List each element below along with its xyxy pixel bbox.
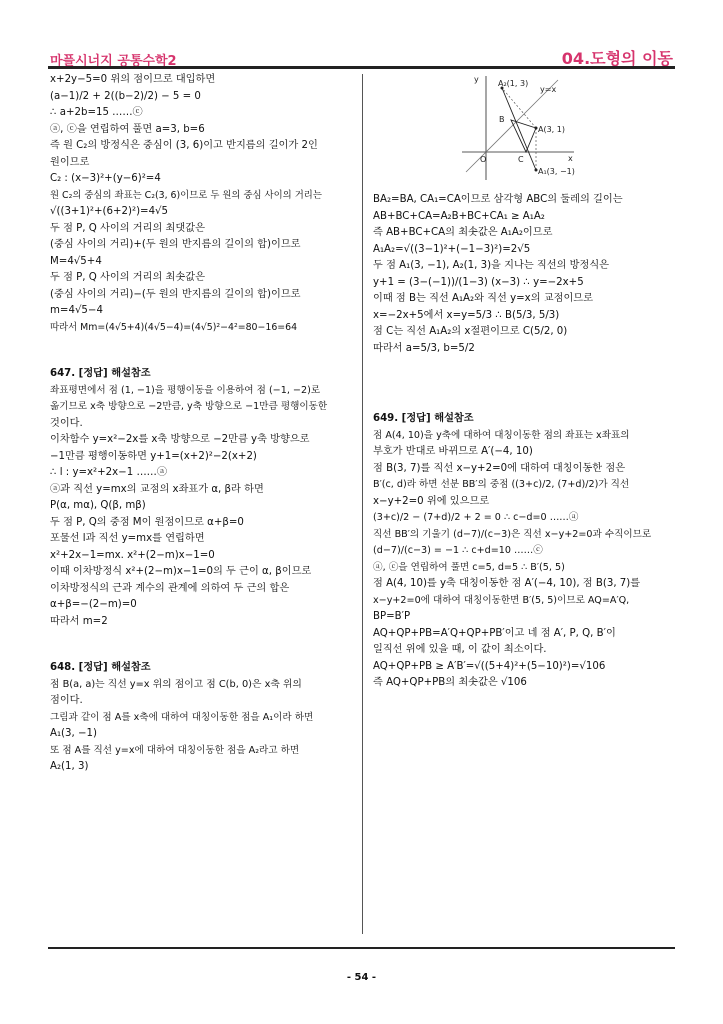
point-c-label: C [518, 155, 524, 164]
problem-647-line: 이차방정식의 근과 계수의 관계에 의하여 두 근의 합은 [50, 582, 290, 594]
problem-647-line: ∴ l : y=x²+2x−1 ……ⓐ [50, 467, 168, 478]
problem-647-line: 이때 이차방정식 x²+(2−m)x−1=0의 두 근이 α, β이므로 [50, 566, 312, 577]
problem-647-title: 647. [정답] 해설참조 [50, 368, 151, 379]
problem-649-line: BP=B′P [373, 611, 411, 622]
problem-648-title: 648. [정답] 해설참조 [50, 662, 151, 673]
problem-647-line: −1만큼 평행이동하면 y+1=(x+2)²−2(x+2) [50, 450, 257, 462]
problem-649-line: AQ+QP+PB=A′Q+QP+PB′이고 네 점 A′, P, Q, B′이 [373, 627, 616, 639]
left-line: 원 C₂의 중심의 좌표는 C₂(3, 6)이므로 두 원의 중심 사이의 거리는 [50, 189, 322, 201]
right-line: 점 C는 직선 A₁A₂의 x절편이므로 C(5/2, 0) [373, 326, 568, 337]
right-line: BA₂=BA, CA₁=CA이므로 삼각형 ABC의 둘레의 길이는 [373, 194, 623, 205]
problem-647-line: 포물선 l과 직선 y=mx를 연립하면 [50, 533, 205, 544]
problem-647-line: P(α, mα), Q(β, mβ) [50, 500, 146, 511]
problem-649-line: B′(c, d)라 하면 선분 BB′의 중점 ((3+c)/2, (7+d)/2)가 직선 [373, 479, 630, 490]
problem-648-line: 점이다. [50, 695, 83, 706]
left-line: 즉 원 C₂의 방정식은 중심이 (3, 6)이고 반지름의 길이가 2인 [50, 140, 318, 151]
problem-649-line: 즉 AQ+QP+PB의 최솟값은 √106 [373, 677, 527, 688]
left-line: ∴ a+2b=15 ……ⓒ [50, 107, 143, 118]
origin-label: O [480, 155, 487, 164]
column-divider [362, 74, 363, 934]
left-line: 따라서 Mm=(4√5+4)(4√5−4)=(4√5)²−4²=80−16=64 [50, 321, 298, 333]
left-line: x+2y−5=0 위의 점이므로 대입하면 [50, 74, 216, 85]
point-a1-label: A₁(3, −1) [538, 167, 575, 176]
problem-649-line: 점 A(4, 10)를 y축 대칭이동한 점 A′(−4, 10), 점 B(3, 7)를 [373, 578, 641, 589]
problem-647-line: 두 점 P, Q의 중점 M이 원점이므로 α+β=0 [50, 516, 244, 528]
y-axis-label: y [474, 75, 479, 84]
left-line: (중심 사이의 거리)+(두 원의 반지름의 길이의 합)이므로 [50, 239, 301, 250]
problem-649-line: 점 B(3, 7)를 직선 x−y+2=0에 대하여 대칭이동한 점은 [373, 462, 626, 474]
header-book-title: 마플시너지 공통수학2 [50, 54, 177, 69]
left-line: ⓐ, ⓒ을 연립하여 풀면 a=3, b=6 [50, 123, 205, 135]
problem-649-line: (3+c)/2 − (7+d)/2 + 2 = 0 ∴ c−d=0 ……ⓐ [373, 512, 579, 523]
left-line: M=4√5+4 [50, 255, 102, 267]
problem-648-line: 그림과 같이 점 A를 x축에 대하여 대칭이동한 점을 A₁이라 하면 [50, 711, 314, 723]
right-line: 즉 AB+BC+CA의 최솟값은 A₁A₂이므로 [373, 227, 553, 238]
x-axis-label: x [568, 154, 573, 163]
left-line: (a−1)/2 + 2((b−2)/2) − 5 = 0 [50, 90, 201, 102]
line-label: y=x [540, 85, 557, 94]
left-line: 원이므로 [50, 156, 90, 168]
point-a-label: A(3, 1) [538, 125, 565, 134]
problem-649-line: 부호가 반대로 바뀌므로 A′(−4, 10) [373, 446, 533, 457]
problem-649-line: 점 A(4, 10)을 y축에 대하여 대칭이동한 점의 좌표는 x좌표의 [373, 429, 630, 441]
left-line: 두 점 P, Q 사이의 거리의 최댓값은 [50, 222, 205, 234]
footer-rule [48, 947, 675, 949]
coordinate-graph [458, 74, 578, 184]
problem-649-line: ⓐ, ⓒ을 연립하여 풀면 c=5, d=5 ∴ B′(5, 5) [373, 561, 565, 573]
problem-647-line: 따라서 m=2 [50, 615, 108, 627]
left-line: 두 점 P, Q 사이의 거리의 최솟값은 [50, 272, 205, 283]
problem-649-line: x−y+2=0에 대하여 대칭이동한면 B′(5, 5)이므로 AQ=A′Q, [373, 594, 630, 606]
problem-648-line: 또 점 A를 직선 y=x에 대하여 대칭이동한 점을 A₂라고 하면 [50, 744, 300, 756]
problem-647-line: ⓐ과 직선 y=mx의 교점의 x좌표가 α, β라 하면 [50, 483, 264, 495]
left-line: √((3+1)²+(6+2)²)=4√5 [50, 206, 169, 217]
triangle-abc [511, 120, 536, 152]
problem-647-line: x²+2x−1=mx. x²+(2−m)x−1=0 [50, 549, 215, 561]
problem-647-line: 것이다. [50, 417, 83, 429]
point-b-label: B [499, 115, 505, 124]
problem-649-line: 직선 BB′의 기울기 (d−7)/(c−3)은 직선 x−y+2=0과 수직이므로 [373, 528, 652, 540]
problem-647-line: α+β=−(2−m)=0 [50, 599, 137, 610]
left-column [50, 72, 350, 776]
problem-648-line: A₂(1, 3) [50, 761, 89, 772]
right-line: 따라서 a=5/3, b=5/2 [373, 342, 475, 354]
dashed-a-a2 [502, 88, 536, 128]
right-line: y+1 = (3−(−1))/(1−3) (x−3) ∴ y=−2x+5 [373, 276, 584, 288]
problem-648-line: A₁(3, −1) [50, 728, 97, 739]
point-a2-label: A₂(1, 3) [498, 79, 529, 88]
left-line: m=4√5−4 [50, 305, 103, 316]
right-column [373, 192, 673, 692]
problem-649-title: 649. [정답] 해설참조 [373, 413, 474, 424]
problem-649-line: AQ+QP+PB ≥ A′B′=√((5+4)²+(5−10)²)=√106 [373, 660, 606, 672]
right-line: 이때 점 B는 직선 A₁A₂와 직선 y=x의 교점이므로 [373, 293, 593, 304]
page-number: - 54 - [346, 972, 377, 983]
problem-647-line: 좌표평면에서 점 (1, −1)을 평행이동을 이용하여 점 (−1, −2)로 [50, 384, 321, 396]
right-line: AB+BC+CA=A₂B+BC+CA₁ ≥ A₁A₂ [373, 210, 545, 222]
left-line: C₂ : (x−3)²+(y−6)²=4 [50, 173, 161, 184]
problem-649-line: 일직선 위에 있을 때, 이 값이 최소이다. [373, 644, 547, 655]
problem-647-line: 옮기므로 x축 방향으로 −2만큼, y축 방향으로 −1만큼 평행이동한 [50, 401, 328, 412]
header-chapter-title: 04.도형의 이동 [561, 49, 673, 68]
right-line: 두 점 A₁(3, −1), A₂(1, 3)을 지나는 직선의 방정식은 [373, 260, 610, 271]
left-line: (중심 사이의 거리)−(두 원의 반지름의 길이의 합)이므로 [50, 288, 301, 300]
problem-649-line: (d−7)/(c−3) = −1 ∴ c+d=10 ……ⓒ [373, 545, 543, 556]
problem-649-line: x−y+2=0 위에 있으므로 [373, 495, 490, 507]
right-line: x=−2x+5에서 x=y=5/3 ∴ B(5/3, 5/3) [373, 309, 560, 321]
problem-647-line: 이차함수 y=x²−2x를 x축 방향으로 −2만큼 y축 방향으로 [50, 434, 310, 445]
header-rule [48, 66, 675, 69]
problem-648-line: 점 B(a, a)는 직선 y=x 위의 점이고 점 C(b, 0)은 x축 위의 [50, 678, 302, 690]
right-line: A₁A₂=√((3−1)²+(−1−3)²)=2√5 [373, 243, 531, 255]
